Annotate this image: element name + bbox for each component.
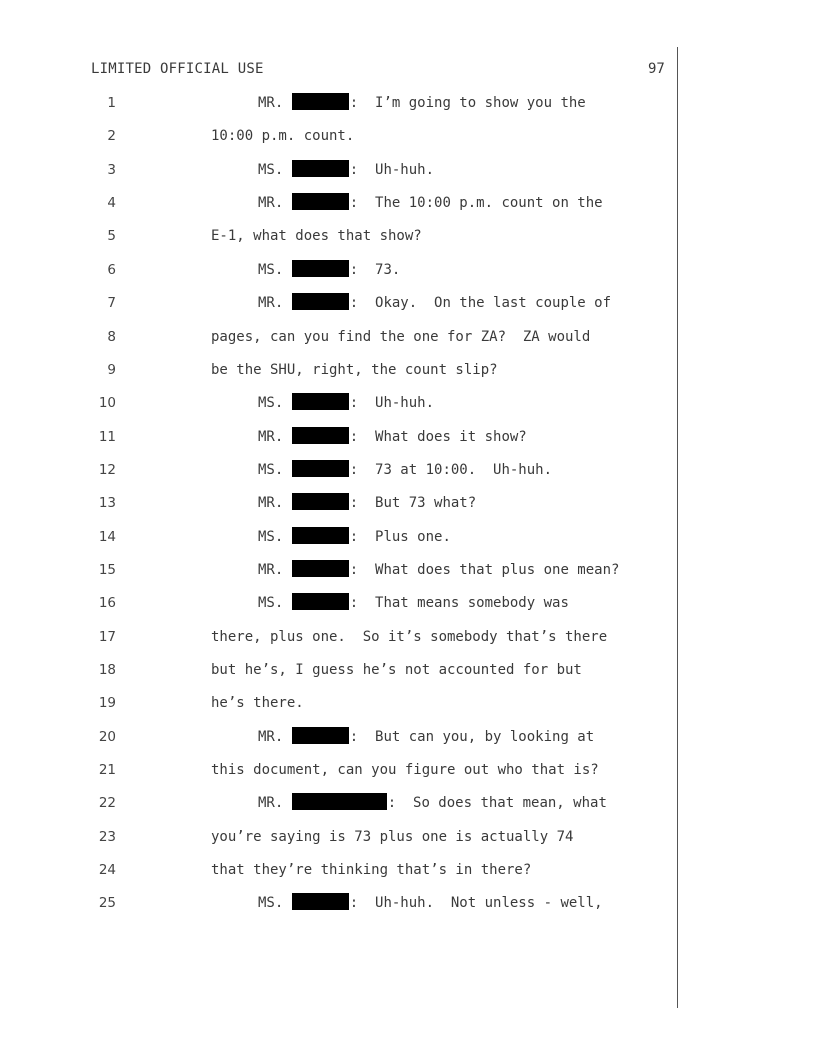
line-text bbox=[258, 260, 400, 280]
line-number: 15 bbox=[98, 561, 116, 578]
redaction-box bbox=[292, 427, 349, 444]
line-text bbox=[211, 760, 599, 780]
line-content: pages, can you find the one for ZA? ZA would bbox=[211, 328, 591, 345]
line-content: E-1, what does that show? bbox=[211, 228, 422, 245]
transcript-line bbox=[0, 727, 680, 747]
line-text bbox=[258, 293, 611, 313]
transcript-line bbox=[0, 627, 680, 647]
line-text bbox=[258, 427, 527, 447]
line-number: 20 bbox=[98, 728, 116, 745]
line-content: : Okay. On the last couple of bbox=[349, 295, 612, 312]
line-text bbox=[258, 560, 619, 580]
speaker-label: MS. bbox=[258, 895, 284, 912]
redaction-box bbox=[292, 260, 349, 277]
redaction-box bbox=[292, 793, 387, 810]
line-number: 11 bbox=[98, 428, 116, 445]
transcript-line bbox=[0, 660, 680, 680]
transcript-line bbox=[0, 327, 680, 347]
line-number: 16 bbox=[98, 595, 116, 612]
line-number: 4 bbox=[107, 195, 116, 212]
transcript-line bbox=[0, 393, 680, 413]
speaker-label: MR. bbox=[258, 428, 284, 445]
line-number: 3 bbox=[107, 161, 116, 178]
redaction-box bbox=[292, 293, 349, 310]
line-text bbox=[211, 627, 607, 647]
line-number: 19 bbox=[98, 695, 116, 712]
line-number: 23 bbox=[98, 828, 116, 845]
transcript-line bbox=[0, 593, 680, 613]
line-number: 2 bbox=[107, 128, 116, 145]
transcript-line bbox=[0, 293, 680, 313]
transcript-line bbox=[0, 560, 680, 580]
speaker-label: MR. bbox=[258, 195, 284, 212]
transcript-line bbox=[0, 93, 680, 113]
line-text bbox=[211, 660, 582, 680]
line-number: 5 bbox=[107, 228, 116, 245]
line-number: 14 bbox=[98, 528, 116, 545]
line-text bbox=[258, 93, 586, 113]
line-content: be the SHU, right, the count slip? bbox=[211, 361, 498, 378]
line-number: 22 bbox=[98, 795, 116, 812]
transcript-line bbox=[0, 160, 680, 180]
line-text bbox=[258, 527, 451, 547]
redaction-box bbox=[292, 727, 349, 744]
line-number: 18 bbox=[98, 662, 116, 678]
line-number: 6 bbox=[107, 261, 116, 278]
line-number: 7 bbox=[107, 295, 116, 312]
line-number: 1 bbox=[107, 95, 116, 111]
line-content: : So does that mean, what bbox=[387, 795, 607, 812]
line-text bbox=[211, 126, 354, 146]
redaction-box bbox=[292, 93, 349, 110]
speaker-label: MR. bbox=[258, 561, 284, 578]
redaction-box bbox=[292, 393, 349, 410]
line-text bbox=[258, 793, 607, 813]
line-number: 9 bbox=[107, 361, 116, 378]
redaction-box bbox=[292, 193, 349, 210]
line-text bbox=[258, 193, 603, 213]
line-content: : I’m going to show you the bbox=[349, 95, 586, 111]
transcript-line bbox=[0, 427, 680, 447]
redaction-box bbox=[292, 493, 349, 510]
redaction-box bbox=[292, 593, 349, 610]
line-text bbox=[211, 360, 498, 380]
line-content: : Uh-huh. bbox=[349, 395, 435, 412]
speaker-label: MR. bbox=[258, 95, 284, 111]
transcript-line bbox=[0, 493, 680, 513]
speaker-label: MS. bbox=[258, 461, 284, 478]
transcript-line bbox=[0, 527, 680, 547]
line-content: 10:00 p.m. count. bbox=[211, 128, 355, 145]
line-content: there, plus one. So it’s somebody that’s there bbox=[211, 628, 608, 645]
line-content: : The 10:00 p.m. count on the bbox=[349, 195, 603, 212]
line-text bbox=[258, 593, 569, 613]
line-text bbox=[211, 693, 304, 713]
classification-header: LIMITED OFFICIAL USE bbox=[91, 61, 264, 77]
transcript-line bbox=[0, 126, 680, 146]
line-content: : But can you, by looking at bbox=[349, 728, 595, 745]
line-number: 25 bbox=[98, 895, 116, 912]
transcript-line bbox=[0, 793, 680, 813]
transcript-line bbox=[0, 193, 680, 213]
transcript-line bbox=[0, 226, 680, 246]
line-content: : Uh-huh. bbox=[349, 161, 435, 178]
line-text bbox=[258, 460, 552, 480]
speaker-label: MR. bbox=[258, 728, 284, 745]
line-content: : Plus one. bbox=[349, 528, 451, 545]
line-number: 21 bbox=[98, 762, 116, 778]
line-content: he’s there. bbox=[211, 695, 304, 712]
transcript-line bbox=[0, 893, 680, 913]
line-content: : But 73 what? bbox=[349, 495, 477, 512]
line-content: but he’s, I guess he’s not accounted for but bbox=[211, 662, 582, 678]
line-text bbox=[211, 226, 422, 246]
line-content: : Uh-huh. Not unless - well, bbox=[349, 895, 603, 912]
line-number: 17 bbox=[98, 628, 116, 645]
speaker-label: MS. bbox=[258, 161, 284, 178]
transcript-line bbox=[0, 760, 680, 780]
speaker-label: MS. bbox=[258, 595, 284, 612]
page-number: 97 bbox=[648, 61, 665, 77]
line-number: 24 bbox=[98, 862, 116, 879]
speaker-label: MS. bbox=[258, 395, 284, 412]
redaction-box bbox=[292, 527, 349, 544]
redaction-box bbox=[292, 893, 349, 910]
transcript-line bbox=[0, 860, 680, 880]
speaker-label: MR. bbox=[258, 795, 284, 812]
transcript-line bbox=[0, 827, 680, 847]
line-content: : 73. bbox=[349, 261, 401, 278]
transcript-line bbox=[0, 460, 680, 480]
line-content: : That means somebody was bbox=[349, 595, 569, 612]
line-number: 13 bbox=[98, 495, 116, 512]
speaker-label: MS. bbox=[258, 528, 284, 545]
line-text bbox=[211, 827, 573, 847]
line-text bbox=[258, 393, 434, 413]
line-text bbox=[211, 327, 590, 347]
line-number: 10 bbox=[98, 395, 116, 412]
transcript-line bbox=[0, 360, 680, 380]
transcript-line bbox=[0, 693, 680, 713]
line-text bbox=[211, 860, 531, 880]
line-content: this document, can you figure out who that is? bbox=[211, 762, 599, 778]
redaction-box bbox=[292, 160, 349, 177]
speaker-label: MR. bbox=[258, 495, 284, 512]
line-content: : 73 at 10:00. Uh-huh. bbox=[349, 461, 553, 478]
speaker-label: MR. bbox=[258, 295, 284, 312]
redaction-box bbox=[292, 460, 349, 477]
line-content: you’re saying is 73 plus one is actually 74 bbox=[211, 828, 574, 845]
line-text bbox=[258, 493, 476, 513]
line-text bbox=[258, 727, 594, 747]
line-number: 12 bbox=[98, 461, 116, 478]
speaker-label: MS. bbox=[258, 261, 284, 278]
line-text bbox=[258, 893, 603, 913]
line-number: 8 bbox=[107, 328, 116, 345]
line-content: : What does that plus one mean? bbox=[349, 561, 620, 578]
line-text bbox=[258, 160, 434, 180]
redaction-box bbox=[292, 560, 349, 577]
line-content: that they’re thinking that’s in there? bbox=[211, 862, 532, 879]
line-content: : What does it show? bbox=[349, 428, 527, 445]
transcript-line bbox=[0, 260, 680, 280]
